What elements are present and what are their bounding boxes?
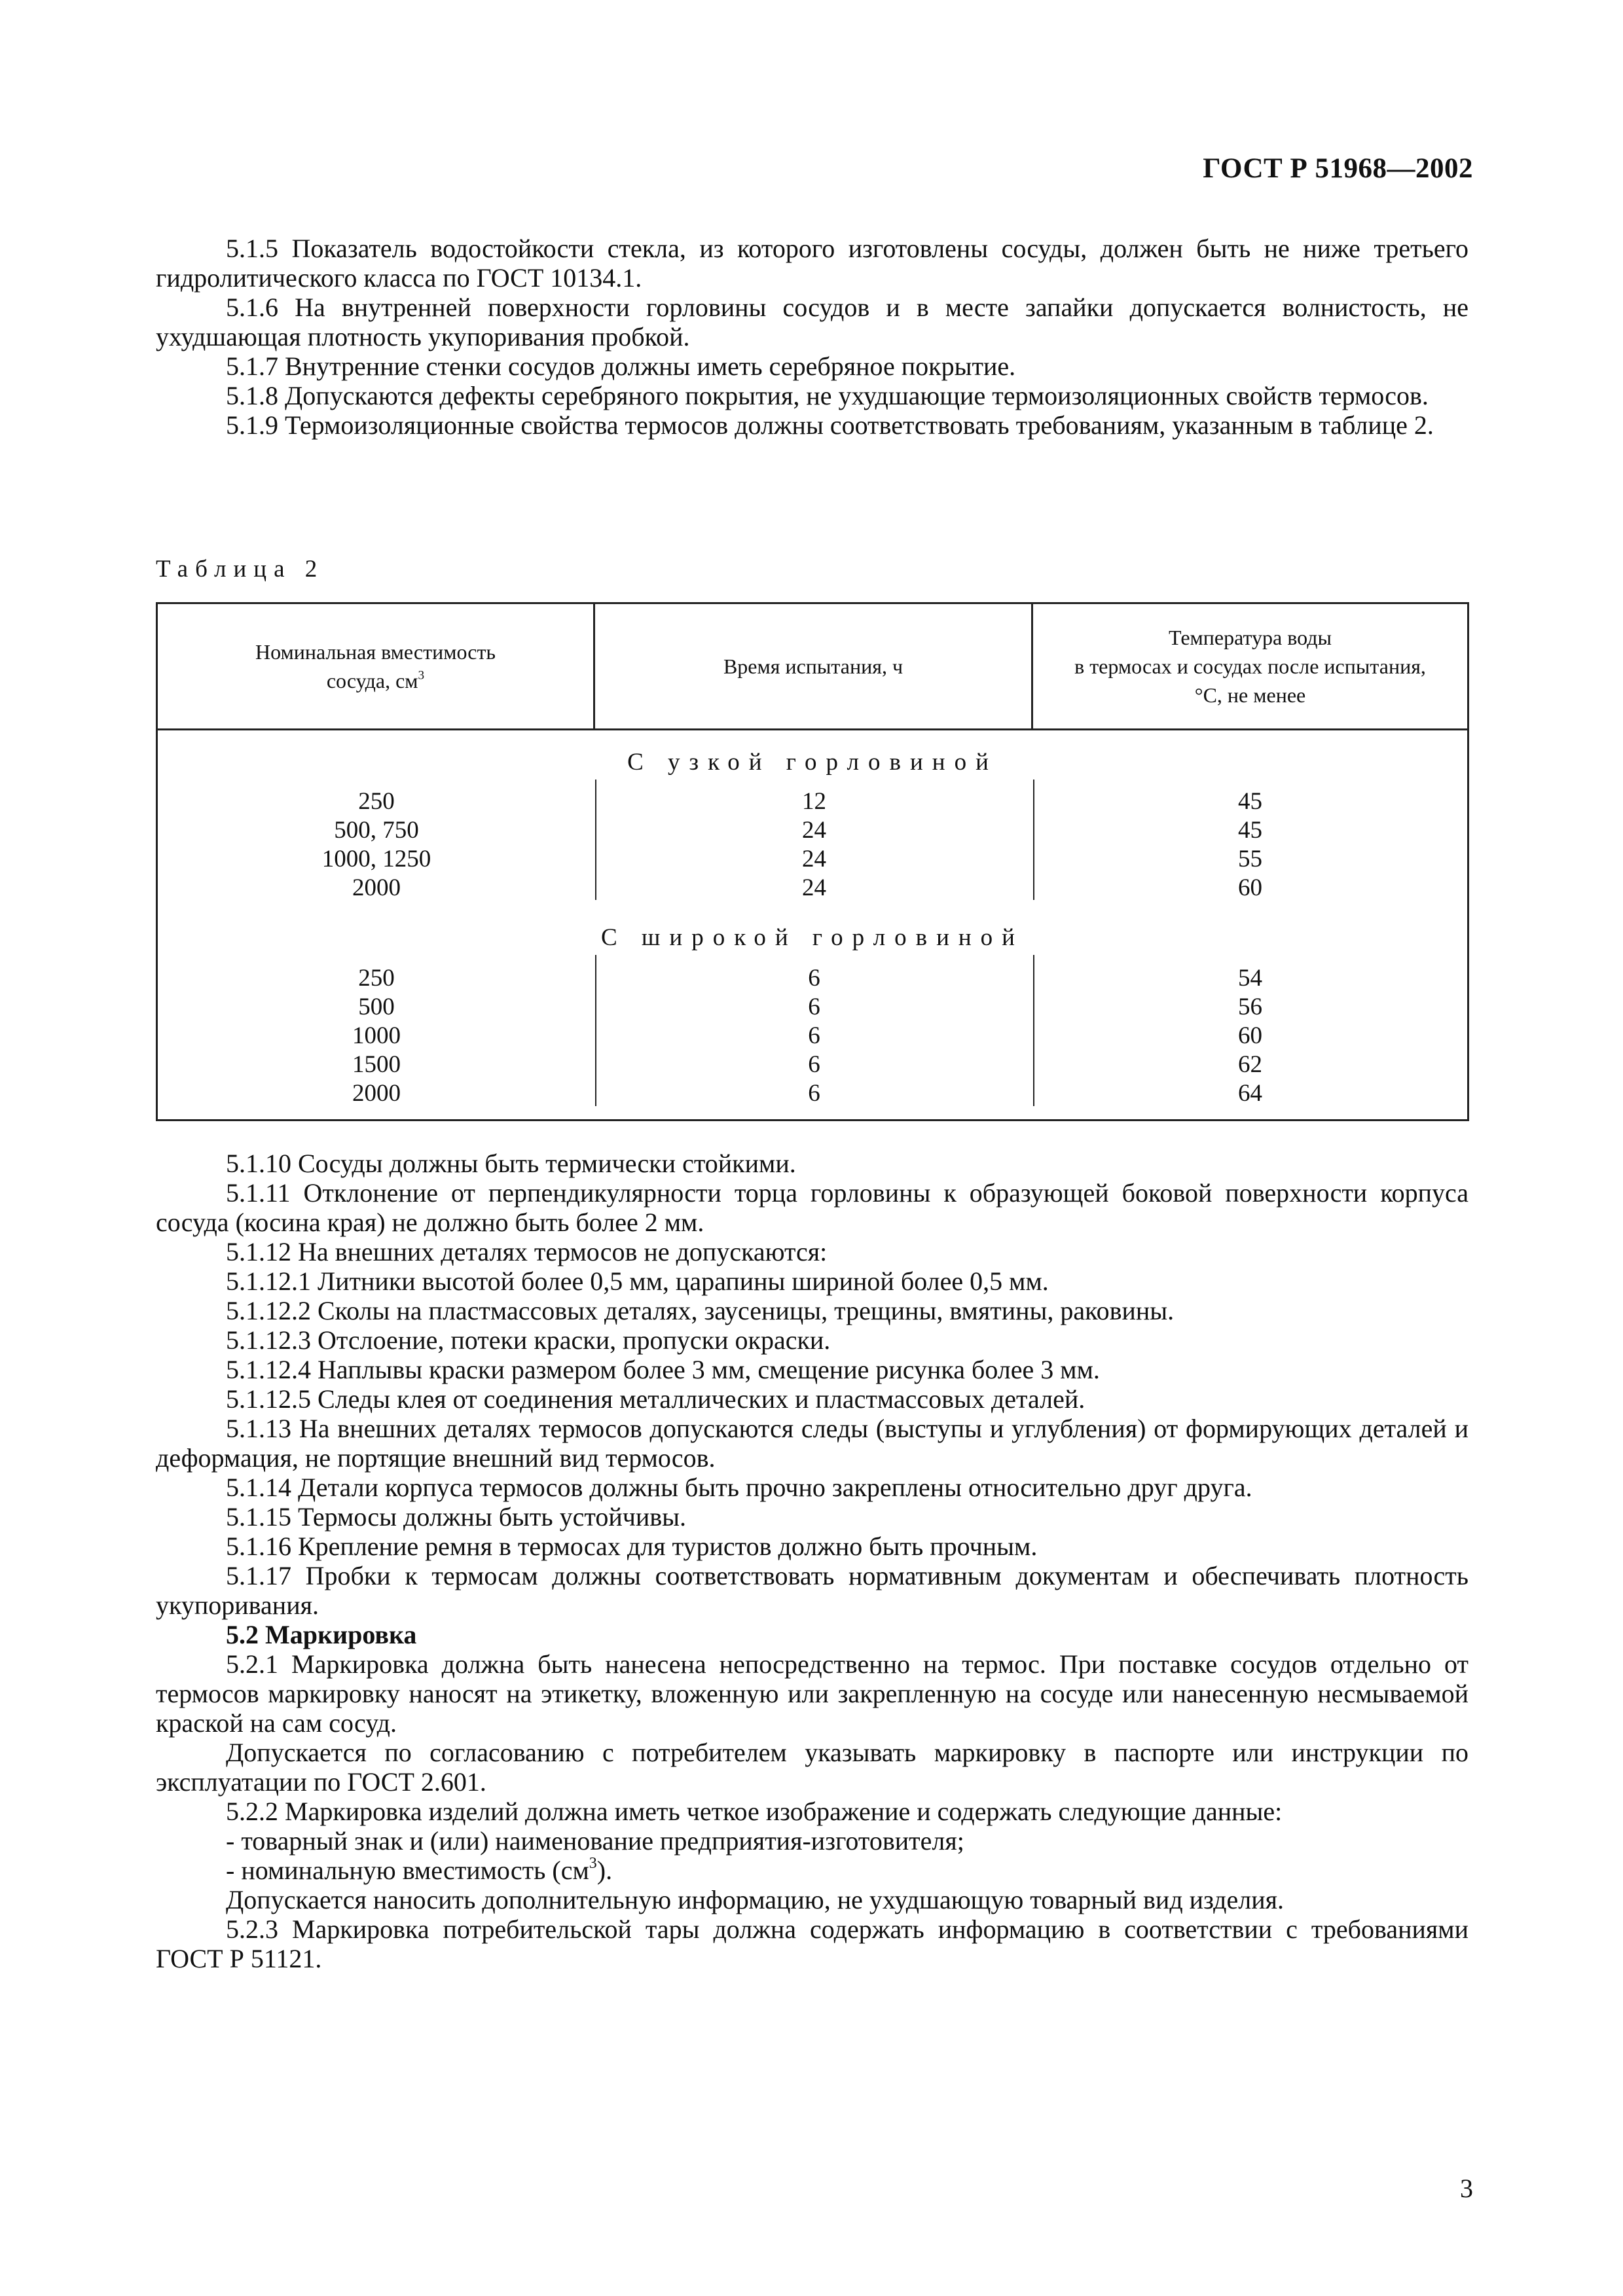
narrow-capacity-column — [158, 787, 595, 903]
header-test-time-label: Время испытания, ч — [723, 655, 903, 678]
paragraph-additional-info: Допускается наносить дополнительную информацию, не ухудшающую товарный вид изделия. — [226, 1885, 1285, 1914]
table-cell: 54 — [1238, 965, 1262, 992]
paragraph-5-1-15: 5.1.15 Термосы должны быть устойчивы. — [226, 1502, 687, 1532]
paragraph-5-1-12: 5.1.12 На внешних деталях термосов не допускаются: — [226, 1237, 828, 1266]
capacity-end: ). — [596, 1856, 613, 1885]
header-capacity-line1: Номинальная вместимость — [255, 640, 496, 664]
paragraph-5-1-12-4: 5.1.12.4 Наплывы краски размером более 3 мм, смещение рисунка более 3 мм. — [226, 1355, 1100, 1384]
table-cell: 6 — [808, 1051, 820, 1078]
paragraph-5-2-1: 5.2.1 Маркировка должна быть нанесена непосредственно на термос. При поставке сосудов отдельно от термосов маркировку наносят на этикетку, вложенную или закрепленную на сосуде или нанесенную несмываемой краской на сам сосуд. — [156, 1649, 1468, 1738]
table-caption: Таблица 2 — [156, 556, 325, 583]
table-cell: 56 — [1238, 994, 1262, 1020]
table-cell: 45 — [1238, 788, 1262, 815]
table-cell: 2000 — [352, 1080, 401, 1107]
list-item-trademark: - товарный знак и (или) наименование предприятия-изготовителя; — [226, 1826, 964, 1856]
table-cell: 60 — [1238, 874, 1262, 901]
table-header — [158, 604, 1467, 730]
paragraph-5-1-6: 5.1.6 На внутренней поверхности горловины сосудов и в месте запайки допускается волнистость, не ухудшающая плотность укупоривания пробкой. — [156, 293, 1468, 351]
header-capacity-sup: 3 — [418, 668, 425, 683]
paragraph-5-1-12-1: 5.1.12.1 Литники высотой более 0,5 мм, царапины шириной более 0,5 мм. — [226, 1266, 1049, 1296]
table-cell: 2000 — [352, 874, 401, 901]
header-capacity — [158, 604, 595, 728]
narrow-time-column — [595, 787, 1033, 903]
wide-capacity-column — [158, 964, 595, 1108]
table-cell: 250 — [358, 965, 395, 992]
header-capacity-line2: сосуда, см — [326, 669, 418, 692]
header-temp-line1: Температура воды — [1168, 626, 1332, 649]
paragraph-5-1-8: 5.1.8 Допускаются дефекты серебряного покрытия, не ухудшающие термоизоляционных свойств термосов. — [226, 381, 1429, 410]
table-cell: 6 — [808, 1080, 820, 1107]
table-cell: 62 — [1238, 1051, 1262, 1078]
header-test-time — [595, 604, 1033, 728]
paragraph-5-1-17: 5.1.17 Пробки к термосам должны соответствовать нормативным документам и обеспечивать плотность укупоривания. — [156, 1561, 1468, 1620]
page-number: 3 — [1460, 2174, 1473, 2203]
text-block-bottom — [156, 1149, 1468, 1973]
table-cell: 24 — [802, 817, 826, 844]
group-title-wide-neck: С широкой горловиной — [601, 924, 1024, 951]
table-cell: 24 — [802, 846, 826, 872]
table-cell: 1000, 1250 — [321, 846, 431, 872]
standard-code: ГОСТ Р 51968—2002 — [1203, 153, 1473, 184]
paragraph-5-1-12-3: 5.1.12.3 Отслоение, потеки краски, пропуски окраски. — [226, 1325, 831, 1355]
wide-temp-column — [1033, 964, 1467, 1108]
table-cell: 1500 — [352, 1051, 401, 1078]
paragraph-5-1-16: 5.1.16 Крепление ремня в термосах для туристов должно быть прочным. — [226, 1532, 1038, 1561]
header-temp-line3: °С, не менее — [1194, 683, 1306, 707]
table-cell: 24 — [802, 874, 826, 901]
table-cell: 250 — [358, 788, 395, 815]
table-cell: 6 — [808, 994, 820, 1020]
wide-time-column — [595, 964, 1033, 1108]
table-cell: 6 — [808, 1022, 820, 1049]
narrow-temp-column — [1033, 787, 1467, 903]
list-item-nominal-capacity — [156, 1856, 1468, 1885]
header-water-temperature — [1033, 604, 1467, 728]
paragraph-consumer-agreement: Допускается по согласованию с потребителем указывать маркировку в паспорте или инструкции по эксплуатации по ГОСТ 2.601. — [156, 1738, 1468, 1797]
text-block-top — [156, 234, 1468, 440]
paragraph-5-1-7: 5.1.7 Внутренние стенки сосудов должны иметь серебряное покрытие. — [226, 351, 1016, 381]
paragraph-5-1-5: 5.1.5 Показатель водостойкости стекла, из которого изготовлены сосуды, должен быть не ниже третьего гидролитического класса по ГОСТ 10134.1. — [156, 234, 1468, 293]
paragraph-5-2-3: 5.2.3 Маркировка потребительской тары должна содержать информацию в соответствии с требованиями ГОСТ Р 51121. — [156, 1914, 1468, 1973]
table-cell: 12 — [802, 788, 826, 815]
paragraph-5-1-11: 5.1.11 Отклонение от перпендикулярности торца горловины к образующей боковой поверхности корпуса сосуда (косина края) не должно быть более 2 мм. — [156, 1178, 1468, 1237]
table-cell: 60 — [1238, 1022, 1262, 1049]
section-heading-marking: 5.2 Маркировка — [226, 1620, 417, 1649]
capacity-sup: 3 — [589, 1855, 597, 1873]
paragraph-5-1-9: 5.1.9 Термоизоляционные свойства термосов должны соответствовать требованиям, указанным в таблице 2. — [226, 410, 1434, 440]
table-2 — [156, 602, 1469, 1121]
table-cell: 500, 750 — [334, 817, 419, 844]
header-temp-line2: в термосах и сосудах после испытания, — [1074, 655, 1426, 678]
paragraph-5-1-13: 5.1.13 На внешних деталях термосов допускаются следы (выступы и углубления) от формирующих деталей и деформация, не портящие внешний вид термосов. — [156, 1414, 1468, 1473]
table-cell: 1000 — [352, 1022, 401, 1049]
table-cell: 6 — [808, 965, 820, 992]
paragraph-5-1-12-2: 5.1.12.2 Сколы на пластмассовых деталях, заусеницы, трещины, вмятины, раковины. — [226, 1296, 1175, 1325]
table-cell: 500 — [358, 994, 395, 1020]
table-cell: 45 — [1238, 817, 1262, 844]
capacity-text: - номинальную вместимость (см — [226, 1856, 589, 1885]
group-title-narrow-neck: С узкой горловиной — [627, 749, 998, 776]
paragraph-5-1-14: 5.1.14 Детали корпуса термосов должны быть прочно закреплены относительно друг друга. — [226, 1473, 1252, 1502]
paragraph-5-2-2: 5.2.2 Маркировка изделий должна иметь четкое изображение и содержать следующие данные: — [226, 1797, 1283, 1826]
paragraph-5-1-10: 5.1.10 Сосуды должны быть термически стойкими. — [226, 1149, 796, 1178]
table-cell: 64 — [1238, 1080, 1262, 1107]
table-cell: 55 — [1238, 846, 1262, 872]
paragraph-5-1-12-5: 5.1.12.5 Следы клея от соединения металлических и пластмассовых деталей. — [226, 1384, 1085, 1414]
